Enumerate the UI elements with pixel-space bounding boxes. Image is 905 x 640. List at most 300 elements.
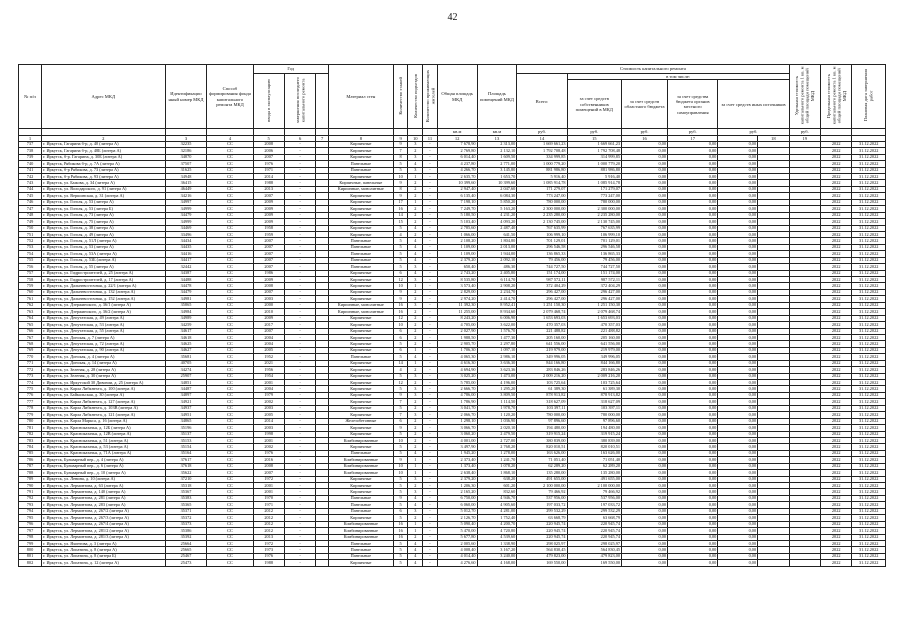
row-regional: 0,00 — [622, 257, 668, 263]
row-residents: - — [423, 238, 438, 244]
row-address: г. Иркутск, ул. Лермонтова, д. 267/2 (литера А) — [42, 508, 166, 514]
row-walls: Кирпичные — [328, 483, 393, 489]
row-other: 0,00 — [718, 238, 758, 244]
row-walls: Кирпичные — [328, 231, 393, 237]
row-residents: - — [423, 174, 438, 180]
row-walls: Комбинированные — [328, 470, 393, 476]
row-code: 34627 — [165, 347, 207, 353]
row-own-funds: 220 945,74 — [567, 534, 621, 540]
row-method: СС — [207, 315, 253, 321]
row-regional: 0,00 — [622, 437, 668, 443]
row-number: 764 — [19, 315, 42, 321]
row-other: 0,00 — [718, 322, 758, 328]
row-year-built: 2014 — [253, 418, 284, 424]
row-own-funds: 220 945,74 — [567, 528, 621, 534]
row-own-funds: 79 466,92 — [567, 489, 621, 495]
row-regional: 0,00 — [622, 186, 668, 192]
row-regional: 0,00 — [622, 302, 668, 308]
row-floors: 5 — [393, 373, 408, 379]
row-year-built: 1952 — [253, 354, 284, 360]
row-year-overhaul: - — [284, 534, 315, 540]
row-year-overhaul: - — [284, 470, 315, 476]
row-floors: 9 — [393, 289, 408, 295]
header-year-overhaul: завершения последнего капитального ремонта — [284, 74, 315, 129]
row-premises-area: 1 036,90 — [477, 418, 517, 424]
row-entrances: 2 — [408, 231, 423, 237]
row-deadline: 31.12.2022 — [852, 199, 886, 205]
row-total-area: 2 769,80 — [437, 148, 477, 154]
row-residents: - — [423, 534, 438, 540]
row-method: СС — [207, 161, 253, 167]
row-specific-cost — [789, 560, 820, 566]
row-number: 739 — [19, 154, 42, 160]
row-code: 34216 — [165, 193, 207, 199]
row-premises-area: 4 231,20 — [477, 212, 517, 218]
row-code: 34617 — [165, 328, 207, 334]
row-other: 0,00 — [718, 425, 758, 431]
row-local: 0,00 — [668, 283, 718, 289]
row-year: 2022 — [821, 515, 852, 521]
row-year: 2022 — [821, 457, 852, 463]
row-premises-area: 2 013,00 — [477, 244, 517, 250]
row-entrances: 1 — [408, 174, 423, 180]
unit-rub-2: руб. — [567, 129, 621, 135]
row-own-funds: 773 247,00 — [567, 193, 621, 199]
row-entrances: 2 — [408, 315, 423, 321]
row-code: 34259 — [165, 322, 207, 328]
row-address: г. Иркутск, ул. Зеленая, д. 28 (литера А) — [42, 367, 166, 373]
row-entrances: 3 — [408, 373, 423, 379]
row-own-funds: 97 896,60 — [567, 418, 621, 424]
row-year-overhaul: - — [284, 212, 315, 218]
row-floors: 5 — [393, 386, 408, 392]
row-deadline: 31.12.2022 — [852, 212, 886, 218]
row-address: г. Иркутск, ул. Гоголя, д. 55 (литера А) — [42, 264, 166, 270]
row-other: 0,00 — [718, 360, 758, 366]
row-method: СС — [207, 476, 253, 482]
row-deadline: 31.12.2022 — [852, 508, 886, 514]
row-number: 779 — [19, 412, 42, 418]
column-number: 11 — [423, 135, 438, 141]
row-total-area: 2 373,40 — [437, 457, 477, 463]
row-deadline: 31.12.2022 — [852, 412, 886, 418]
row-deadline: 31.12.2022 — [852, 225, 886, 231]
row-own-funds: 1 792 708,48 — [567, 148, 621, 154]
row-other: 0,00 — [718, 483, 758, 489]
row-total-cost: 537 956,00 — [517, 495, 567, 501]
unit-rub-4: руб. — [668, 129, 718, 135]
row-code: 34851 — [165, 380, 207, 386]
row-total-area: 5 785,00 — [437, 380, 477, 386]
row-method: СС — [207, 148, 253, 154]
row-deadline: 31.12.2022 — [852, 238, 886, 244]
row-other: 0,00 — [718, 463, 758, 469]
row-deadline: 31.12.2022 — [852, 392, 886, 398]
row-address: г. Иркутск, ул. Бажова, д. 34 (литера А) — [42, 180, 166, 186]
page-number: 42 — [447, 12, 458, 23]
row-year-built: 2007 — [253, 328, 284, 334]
row-local: 0,00 — [668, 457, 718, 463]
row-premises-area: 2 234,70 — [477, 289, 517, 295]
row-deadline: 31.12.2022 — [852, 495, 886, 501]
row-year-overhaul: - — [284, 270, 315, 276]
row-address: г. Иркутск, ул. Карла Либкнехта, д. 100 (литера А) — [42, 386, 166, 392]
row-other: 0,00 — [718, 180, 758, 186]
row-year: 2022 — [821, 528, 852, 534]
row-number: 751 — [19, 231, 42, 237]
row-total-area: 1 109,00 — [437, 244, 477, 250]
row-method: СС — [207, 483, 253, 489]
row-floors: 5 — [393, 405, 408, 411]
row-floors: 9 — [393, 457, 408, 463]
row-other: 0,00 — [718, 431, 758, 437]
row-method: СС — [207, 457, 253, 463]
row-deadline: 31.12.2022 — [852, 444, 886, 450]
row-regional: 0,00 — [622, 502, 668, 508]
row-regional: 0,00 — [622, 392, 668, 398]
row-address: г. Иркутск, б-р. Гагарина, д. 30Б (литера А) — [42, 154, 166, 160]
row-residents: - — [423, 489, 438, 495]
row-floors: 5 — [393, 502, 408, 508]
row-other: 0,00 — [718, 277, 758, 283]
header-method: Способ формирования фонда капитального ремонта МКД — [207, 65, 253, 129]
row-residents: - — [423, 354, 438, 360]
row-own-funds: 219 979,00 — [567, 347, 621, 353]
row-own-funds: 1 669 661,23 — [567, 141, 621, 147]
row-year: 2022 — [821, 354, 852, 360]
row-walls: Кирпичные — [328, 270, 393, 276]
row-number: 796 — [19, 521, 42, 527]
row-year-overhaul: - — [284, 495, 315, 501]
row-year-overhaul: - — [284, 219, 315, 225]
header-entrances: Количество подъездов — [408, 65, 423, 129]
row-local: 0,00 — [668, 174, 718, 180]
row-total-cost: 163 626,00 — [517, 450, 567, 456]
row-walls: Кирпичные — [328, 322, 393, 328]
row-year: 2022 — [821, 553, 852, 559]
row-year-built: 2009 — [253, 219, 284, 225]
row-year: 2022 — [821, 167, 852, 173]
row-code: 25907 — [165, 373, 207, 379]
row-code: 34618 — [165, 334, 207, 340]
row-local: 0,00 — [668, 328, 718, 334]
row-code: 34478 — [165, 283, 207, 289]
row-premises-area: 1 653,70 — [477, 174, 517, 180]
row-walls: Комбинированные — [328, 528, 393, 534]
row-year: 2022 — [821, 476, 852, 482]
row-entrances: 4 — [408, 225, 423, 231]
row-regional: 0,00 — [622, 425, 668, 431]
row-total-cost: 1 669 661,23 — [517, 141, 567, 147]
row-walls: Кирпичные — [328, 360, 393, 366]
row-total-cost: 987 572,11 — [517, 277, 567, 283]
row-other: 0,00 — [718, 283, 758, 289]
row-number: 743 — [19, 180, 42, 186]
row-total-area: 5 180,50 — [437, 212, 477, 218]
row-code: 25664 — [165, 540, 207, 546]
row-year-built: 1973 — [253, 547, 284, 553]
row-other: 0,00 — [718, 167, 758, 173]
row-address: г. Иркутск, ул. Лопатина, д. 8 (литера Б) — [42, 553, 166, 559]
row-deadline: 31.12.2022 — [852, 560, 886, 566]
row-address: г. Иркутск, ул. Байкальская, д. 30 (литера А) — [42, 392, 166, 398]
row-method: СС — [207, 489, 253, 495]
row-year: 2022 — [821, 386, 852, 392]
row-own-funds: 1 000 779,20 — [567, 161, 621, 167]
row-regional: 0,00 — [622, 463, 668, 469]
row-local: 0,00 — [668, 141, 718, 147]
row-residents: - — [423, 540, 438, 546]
row-premises-area: 3 636,30 — [477, 360, 517, 366]
row-year-overhaul: - — [284, 489, 315, 495]
row-total-cost: 151 174,00 — [517, 270, 567, 276]
row-total-area: 7 198,10 — [437, 199, 477, 205]
row-deadline: 31.12.2022 — [852, 405, 886, 411]
row-year-built: 1976 — [253, 161, 284, 167]
row-floors: 6 — [393, 508, 408, 514]
row-total-cost: 319 915,24 — [517, 431, 567, 437]
row-year: 2022 — [821, 341, 852, 347]
row-premises-area: 1 114,50 — [477, 399, 517, 405]
row-method: СС — [207, 251, 253, 257]
row-number: 746 — [19, 199, 42, 205]
row-floors: 9 — [393, 296, 408, 302]
row-walls: Кирпичные — [328, 367, 393, 373]
row-other: 0,00 — [718, 418, 758, 424]
row-entrances: 4 — [408, 540, 423, 546]
row-year-built: 2007 — [253, 238, 284, 244]
row-own-funds: 136 865,33 — [567, 251, 621, 257]
row-premises-area: 1 477,30 — [477, 334, 517, 340]
row-local: 0,00 — [668, 476, 718, 482]
column-number: 7 — [316, 135, 329, 141]
row-floors: 8 — [393, 154, 408, 160]
row-method: СС — [207, 431, 253, 437]
row-premises-area: 1 944,00 — [477, 251, 517, 257]
row-method: СС — [207, 380, 253, 386]
row-residents: - — [423, 302, 438, 308]
row-other: 0,00 — [718, 257, 758, 263]
row-year-overhaul: - — [284, 161, 315, 167]
row-total-area: 6 135,40 — [437, 193, 477, 199]
row-walls: Кирпичные — [328, 328, 393, 334]
row-entrances: 3 — [408, 167, 423, 173]
row-year-overhaul: - — [284, 174, 315, 180]
row-floors: 9 — [393, 425, 408, 431]
header-premises-area: Площадь помещений МКД — [477, 65, 517, 129]
row-regional: 0,00 — [622, 515, 668, 521]
column-number: 12 — [437, 135, 477, 141]
row-entrances: 2 — [408, 534, 423, 540]
row-own-funds: 106 999,10 — [567, 231, 621, 237]
row-method: СС — [207, 212, 253, 218]
row-walls: Кирпичные — [328, 334, 393, 340]
row-total-cost: 2 100 000,00 — [517, 483, 567, 489]
row-year-overhaul: - — [284, 450, 315, 456]
row-own-funds: 318 627,09 — [567, 399, 621, 405]
row-number: 762 — [19, 302, 42, 308]
row-total-area: 1 706,30 — [437, 347, 477, 353]
row-residents: - — [423, 244, 438, 250]
row-entrances: 1 — [408, 470, 423, 476]
row-address: г. Иркутск, ул. Яхонтова, д. 3 (литера А) — [42, 540, 166, 546]
row-premises-area: 1 868,10 — [477, 470, 517, 476]
column-number: 1 — [19, 135, 42, 141]
row-year-overhaul: - — [284, 167, 315, 173]
row-floors: 6 — [393, 328, 408, 334]
row-entrances: 4 — [408, 553, 423, 559]
row-year-overhaul: - — [284, 528, 315, 534]
row-code: 32235 — [165, 141, 207, 147]
row-regional: 0,00 — [622, 225, 668, 231]
row-number: 740 — [19, 161, 42, 167]
row-floors: 10 — [393, 463, 408, 469]
row-other: 0,00 — [718, 296, 758, 302]
row-address: г. Иркутск, ул. Володарского, д. 91 (литера А) — [42, 186, 166, 192]
row-method: СС — [207, 174, 253, 180]
row-local: 0,00 — [668, 425, 718, 431]
row-year-built: 2012 — [253, 508, 284, 514]
row-premises-area: 4 539,60 — [477, 534, 517, 540]
row-walls: Кирпичные — [328, 431, 393, 437]
row-entrances: 2 — [408, 334, 423, 340]
row-deadline: 31.12.2022 — [852, 380, 886, 386]
row-entrances: 4 — [408, 161, 423, 167]
header-code: Идентификацио нный номер МКД — [165, 65, 207, 129]
row-entrances: 4 — [408, 354, 423, 360]
row-method: СС — [207, 199, 253, 205]
row-number: 755 — [19, 257, 42, 263]
row-year-overhaul: - — [284, 180, 315, 186]
row-address: г. Иркутск, ул. Карла Маркса, д. 16 (литера А) — [42, 418, 166, 424]
row-code: 35318 — [165, 483, 207, 489]
row-year: 2022 — [821, 534, 852, 540]
row-regional: 0,00 — [622, 405, 668, 411]
row-regional: 0,00 — [622, 174, 668, 180]
row-other: 0,00 — [718, 289, 758, 295]
row-deadline: 31.12.2022 — [852, 154, 886, 160]
row-year: 2022 — [821, 296, 852, 302]
row-total-cost: 2 300 000,00 — [517, 206, 567, 212]
row-own-funds: 1 251 150,30 — [567, 302, 621, 308]
row-code: 34387 — [165, 270, 207, 276]
row-premises-area: 1 752,40 — [477, 515, 517, 521]
row-local: 0,00 — [668, 277, 718, 283]
row-premises-area: 2 405,80 — [477, 270, 517, 276]
row-year: 2022 — [821, 437, 852, 443]
row-year-built: 1972 — [253, 476, 284, 482]
header-other: за счет средств иных источников — [718, 80, 789, 129]
row-year-overhaul: - — [284, 457, 315, 463]
row-total-cost: 479 823,00 — [517, 553, 567, 559]
row-year-built: 1998 — [253, 431, 284, 437]
row-residents: - — [423, 154, 438, 160]
row-own-funds: 151 174,00 — [567, 270, 621, 276]
row-method: СС — [207, 521, 253, 527]
row-code: 35164 — [165, 450, 207, 456]
row-deadline: 31.12.2022 — [852, 386, 886, 392]
row-own-funds: 2 235 280,00 — [567, 212, 621, 218]
row-deadline: 31.12.2022 — [852, 360, 886, 366]
row-walls: Панельные — [328, 264, 393, 270]
header-year-sub — [316, 74, 329, 129]
row-floors: 10 — [393, 470, 408, 476]
row-year-built: 1970 — [253, 495, 284, 501]
row-other: 0,00 — [718, 251, 758, 257]
row-regional: 0,00 — [622, 161, 668, 167]
row-deadline: 31.12.2022 — [852, 186, 886, 192]
row-entrances: 3 — [408, 154, 423, 160]
row-address: г. Иркутск, Гагарина б-р, д. 40 (литера А) — [42, 141, 166, 147]
row-other: 0,00 — [718, 206, 758, 212]
row-address: г. Иркутск, ул. Донская, д. 4 (литера А) — [42, 354, 166, 360]
row-other: 0,00 — [718, 457, 758, 463]
row-total-cost: 470 357,03 — [517, 322, 567, 328]
row-walls: Кирпичные — [328, 489, 393, 495]
row-own-funds: 349 996,05 — [567, 354, 621, 360]
row-year: 2022 — [821, 373, 852, 379]
row-year-overhaul: - — [284, 367, 315, 373]
row-other: 0,00 — [718, 302, 758, 308]
row-residents: - — [423, 521, 438, 527]
row-address: г. Иркутск, ул. Донская, д. 7 (литера А) — [42, 334, 166, 340]
row-year-built: 2007 — [253, 154, 284, 160]
row-code: 35371 — [165, 508, 207, 514]
row-code: 35367 — [165, 489, 207, 495]
row-residents: - — [423, 476, 438, 482]
row-premises-area: 4 946,70 — [477, 495, 517, 501]
row-walls: Кирпичные — [328, 515, 393, 521]
header-deadline: Плановая дата завершения работ — [852, 65, 886, 129]
row-floors: 5 — [393, 257, 408, 263]
row-code: 34948 — [165, 174, 207, 180]
row-total-area: 4 694,90 — [437, 367, 477, 373]
row-own-funds: 380 839,00 — [567, 437, 621, 443]
row-address: г. Иркутск, ул. Гоголя, д. 51Л (литера А) — [42, 238, 166, 244]
row-code: 34488 — [165, 277, 207, 283]
row-other: 0,00 — [718, 244, 758, 250]
row-other: 0,00 — [718, 141, 758, 147]
row-entrances: 2 — [408, 219, 423, 225]
row-residents: - — [423, 418, 438, 424]
column-number: 3 — [165, 135, 207, 141]
row-premises-area: 1 609,50 — [477, 154, 517, 160]
row-address: г. Иркутск, Рябикова б-р, д. 7А (литера А) — [42, 161, 166, 167]
row-regional: 0,00 — [622, 244, 668, 250]
row-walls: Кирпичные, монолитные — [328, 309, 393, 315]
row-year-overhaul: - — [284, 225, 315, 231]
row-residents: - — [423, 296, 438, 302]
row-year: 2022 — [821, 219, 852, 225]
row-code: 34469 — [165, 225, 207, 231]
row-method: СС — [207, 186, 253, 192]
row-address: г. Иркутск, ул. Красноказачья, д. 51 (литера А) — [42, 437, 166, 443]
row-number: 772 — [19, 367, 42, 373]
row-number: 774 — [19, 380, 42, 386]
row-year: 2022 — [821, 283, 852, 289]
row-year-built: 2009 — [253, 212, 284, 218]
row-deadline: 31.12.2022 — [852, 418, 886, 424]
header-local: за счет средства бюджета органов местного самоуправления — [668, 80, 718, 129]
row-year-built: 2007 — [253, 470, 284, 476]
row-deadline: 31.12.2022 — [852, 193, 886, 199]
row-number: 781 — [19, 425, 42, 431]
row-local: 0,00 — [668, 322, 718, 328]
row-floors: 5 — [393, 341, 408, 347]
row-year-overhaul: - — [284, 315, 315, 321]
row-total-cost: 641 556,00 — [517, 341, 567, 347]
row-total-area: 2 108,20 — [437, 238, 477, 244]
